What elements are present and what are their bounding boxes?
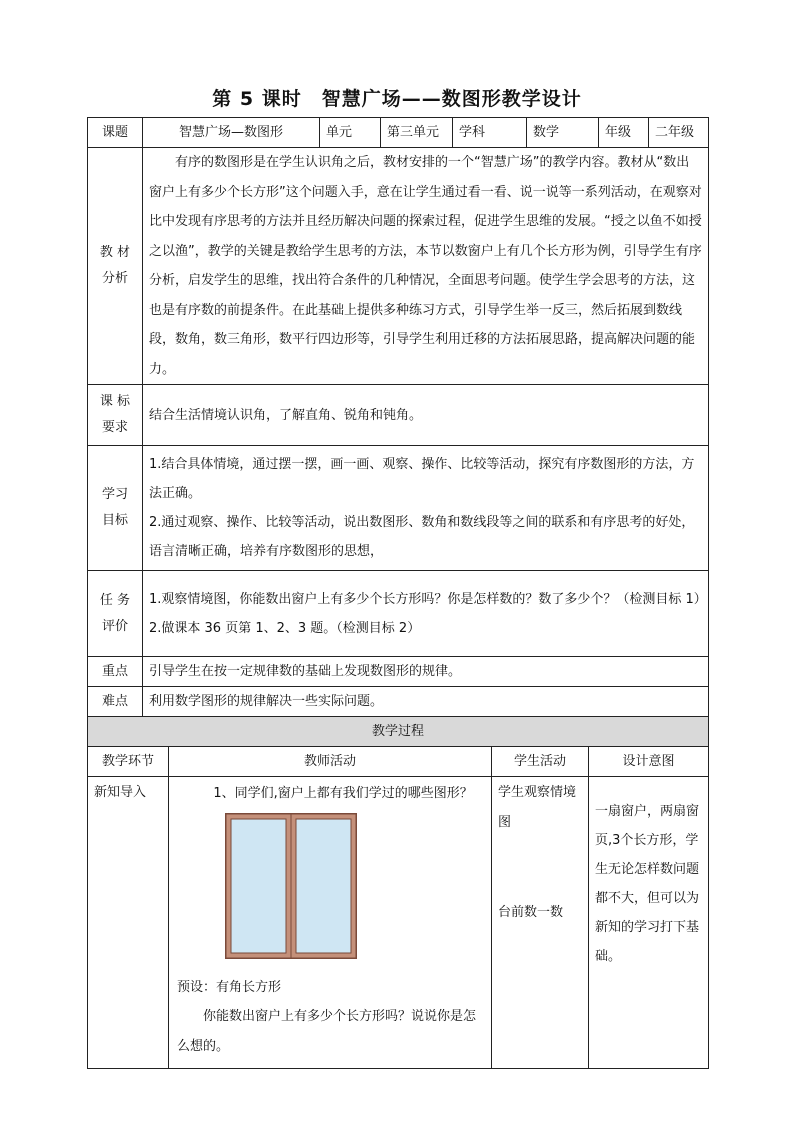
goals-content (143, 446, 709, 571)
analysis-row (88, 148, 709, 385)
document-title: 第 5 课时 智慧广场——数图形教学设计 (212, 88, 582, 110)
difficulty-row (88, 687, 709, 717)
window-pane-left (231, 819, 286, 953)
student-activity-2: 台前数一数 (498, 905, 564, 920)
column-stage: 教学环节 (88, 747, 169, 777)
topic-value: 智慧广场—数图形 (143, 118, 320, 148)
design-intent-cell: 一扇窗户，两扇窗页,3个长方形，学生无论怎样数问题都不大，但可以为新知的学习打下基础。 (589, 777, 709, 1069)
subject-label: 学科 (453, 118, 527, 148)
grade-value: 二年级 (649, 118, 709, 148)
tasks-row (88, 571, 709, 657)
teaching-process-table (87, 716, 709, 1069)
teacher-preset: 预设：有角长方形 (177, 980, 282, 995)
student-activity-cell (492, 777, 589, 1069)
tasks-content (143, 571, 709, 657)
topic-label: 课题 (88, 118, 143, 148)
difficulty-label: 难点 (88, 687, 143, 717)
goal-item-2: 2.通过观察、操作、比较等活动，说出数图形、数角和数线段等之间的联系和有序思考的好处，语言清晰正确，培养有序数图形的思想， (149, 515, 695, 559)
column-intent: 设计意图 (589, 747, 709, 777)
key-point-row (88, 657, 709, 687)
analysis-label: 教 材 分析 (88, 148, 143, 385)
process-row-intro (88, 777, 709, 1069)
task-item-1: 1.观察情境图，你能数出窗户上有多少个长方形吗？你是怎样数的？数了多少个？（检测目标 1） (149, 591, 707, 607)
info-row (88, 118, 709, 148)
teacher-activity-cell (169, 777, 492, 1069)
subject-value: 数学 (527, 118, 599, 148)
window-figure (225, 813, 483, 970)
process-header-row (88, 717, 709, 747)
process-header: 教学过程 (88, 717, 709, 747)
goals-label: 学习 目标 (88, 446, 143, 571)
stage-cell: 新知导入 (88, 777, 169, 1069)
student-activity-1: 学生观察情境图 (498, 785, 577, 830)
key-point-label: 重点 (88, 657, 143, 687)
analysis-text: 有序的数图形是在学生认识角之后，教材安排的一个“智慧广场”的教学内容。教材从“数出窗户上有多少个长方形”这个问题入手，意在让学生通过看一看、说一说等一系列活动，在观察对比中发现有序思考的方法并且经历解决问题的探索过程，促进学生思维的发展。“授之以鱼不如授之以渔”，教学的关键是教给学生思考的方法，本节以数窗户上有几个长方形为例，引导学生有序分析，启发学生的思维，找出符合条件的几种情况，全面思考问题。使学生学会思考的方法，这也是有序数的前提条件。在此基础上提供多种练习方式，引导学生举一反三，然后拓展到数线段，数角，数三角形，数平行四边形等，引导学生利用迁移的方法拓展思路，提高解决问题的能力。 (143, 148, 709, 385)
unit-value: 第三单元 (381, 118, 453, 148)
goals-row (88, 446, 709, 571)
standard-label: 课 标 要求 (88, 385, 143, 446)
window-pane-right (296, 819, 351, 953)
lesson-info-table (87, 117, 709, 717)
tasks-label: 任 务 评价 (88, 571, 143, 657)
teacher-question-1: 1、同学们,窗户上都有我们学过的哪些图形？ (213, 786, 473, 801)
column-student: 学生活动 (492, 747, 589, 777)
standard-text: 结合生活情境认识角，了解直角、锐角和钝角。 (143, 385, 709, 446)
difficulty-text: 利用数学图形的规律解决一些实际问题。 (143, 687, 709, 717)
teacher-question-2: 你能数出窗户上有多少个长方形吗？说说你是怎么想的。 (177, 1009, 477, 1054)
grade-label: 年级 (599, 118, 649, 148)
standard-row (88, 385, 709, 446)
task-item-2: 2.做课本 36 页第 1、2、3 题。（检测目标 2） (149, 620, 421, 636)
goal-item-1: 1.结合具体情境，通过摆一摆，画一画、观察、操作、比较等活动，探究有序数图形的方法，方法正确。 (149, 457, 695, 501)
window-illustration (225, 813, 357, 959)
column-teacher: 教师活动 (169, 747, 492, 777)
unit-label: 单元 (320, 118, 381, 148)
process-columns-row (88, 747, 709, 777)
key-point-text: 引导学生在按一定规律数的基础上发现数图形的规律。 (143, 657, 709, 687)
